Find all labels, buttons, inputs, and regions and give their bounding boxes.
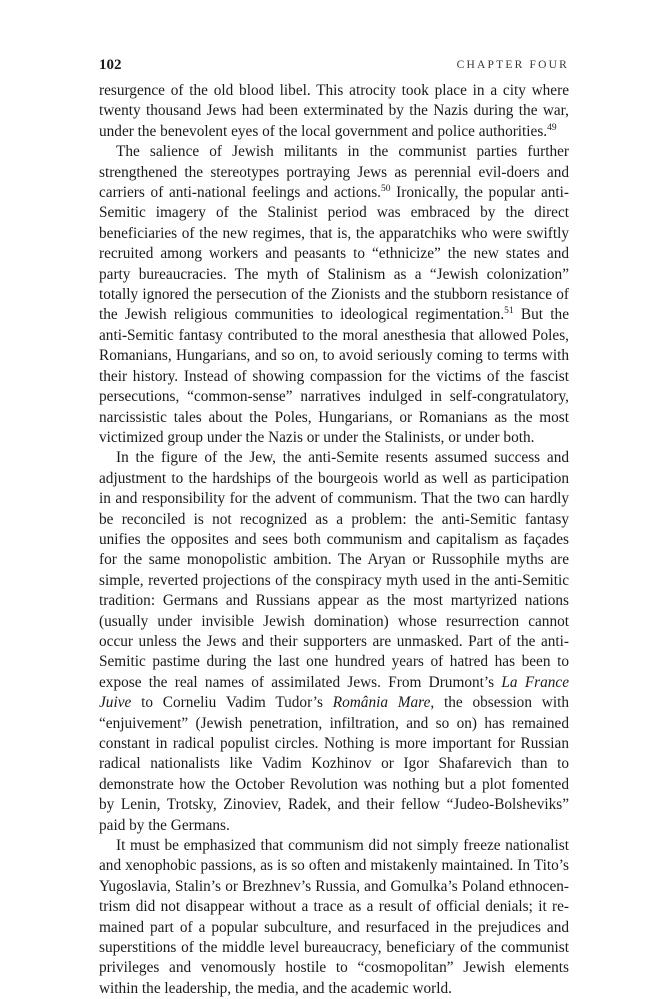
paragraph-text: to Corneliu Vadim Tudor’s [131, 694, 333, 712]
italic-title: România Mare [332, 694, 431, 712]
paragraph-text: But the anti-Semitic fantasy contributed to the moral anesthesia that allowed Poles, Romanians, Hungarians, and so on, to avoid seriously coming to terms with their history. Instead of showing compassion for the victims of the fascist persecutions, “common-sense” narratives indulged in self-congratulatory, narcissistic tales about the Poles, Hungarians, or Romanians as the most victimized group under the Nazis or under the Stalinists, or under both. [99, 306, 569, 446]
paragraph-text: Ironically, the popular anti-Semitic imagery of the Stalinist period was embraced by the direct beneficiaries of the new regimes, that is, the apparatchiks who were swiftly recruited among workers and peasants to “ethnicize” the new states and party bureaucracies. The myth of Stalinism as a “Jewish colonization” totally ignored the persecution of the Zionists and the stubborn resistance of the Jewish religious communities to ideological regimentation. [99, 184, 569, 324]
paragraph-text: resurgence of the old blood libel. This atrocity took place in a city where twenty thousand Jews had been exterminated by the Nazis during the war, under the benevolent eyes of the local government and police authorities. [99, 82, 569, 140]
page-number: 102 [99, 57, 122, 73]
italic-title: La France Juive [99, 673, 569, 712]
footnote-marker: 50 [381, 184, 391, 195]
paragraph [99, 81, 569, 142]
paragraph-text: In the figure of the Jew, the anti-Semite resents assumed success and adjustment to the hardships of the bourgeois world as well as participation in and responsibility for the advent of communism. That the two can hardly be reconciled is not recognized as a problem: the anti-Semitic fantasy unifies the opposites and sees both communism and capitalism as façades for the same monopolistic ambition. The Aryan or Russophile myths are simple, reverted projections of the conspiracy myth used in the anti-Semitic tradition: Germans and Russians appear as the most martyrized nations (usually under invisible Jewish domination) whose resurrection cannot occur unless the Jews and their supporters are unmasked. Part of the anti-Semitic pastime during the last one hundred years of hatred has been to expose the real names of assimilated Jews. From Drumont’s [99, 449, 569, 691]
paragraph-text: It must be emphasized that communism did not simply freeze nationalist and xenophobic passions, as is so often and mistakenly maintained. In Tito’s Yugoslavia, Stalin’s or Brezhnev’s Russia, and Gomulka’s Poland ethnocentrism did not disappear without a trace as a result of official denials; it remained part of a popular subculture, and resurfaced in the prejudices and superstitions of the middle level bureaucracy, beneficiary of the communist privileges and venomously hostile to “cosmopolitan” Jewish elements within the leadership, the media, and the academic world. [99, 837, 569, 997]
body-text [99, 81, 569, 999]
paragraph-text: The salience of Jewish militants in the communist parties further strengthened the stereotypes portraying Jews as perennial evil-doers and carriers of anti-national feelings and actions. [99, 143, 569, 202]
page-header [99, 57, 569, 77]
running-head: CHAPTER FOUR [456, 59, 569, 71]
paragraph-text: , the obsession with “enjuivement” (Jewish penetration, infiltration, and so on) has remained constant in radical populist circles. Nothing is more important for Russian radical nationalists like Vadim Kozhinov or Igor Shafarevich than to demonstrate how the October Revolution was nothing but a plot fomented by Lenin, Trotsky, Zinoviev, Radek, and their fellow “Judeo-Bolsheviks” paid by the Germans. [99, 694, 569, 834]
paragraph [99, 448, 569, 836]
footnote-marker: 49 [547, 122, 557, 133]
footnote-marker: 51 [504, 306, 514, 317]
paragraph [99, 142, 569, 448]
